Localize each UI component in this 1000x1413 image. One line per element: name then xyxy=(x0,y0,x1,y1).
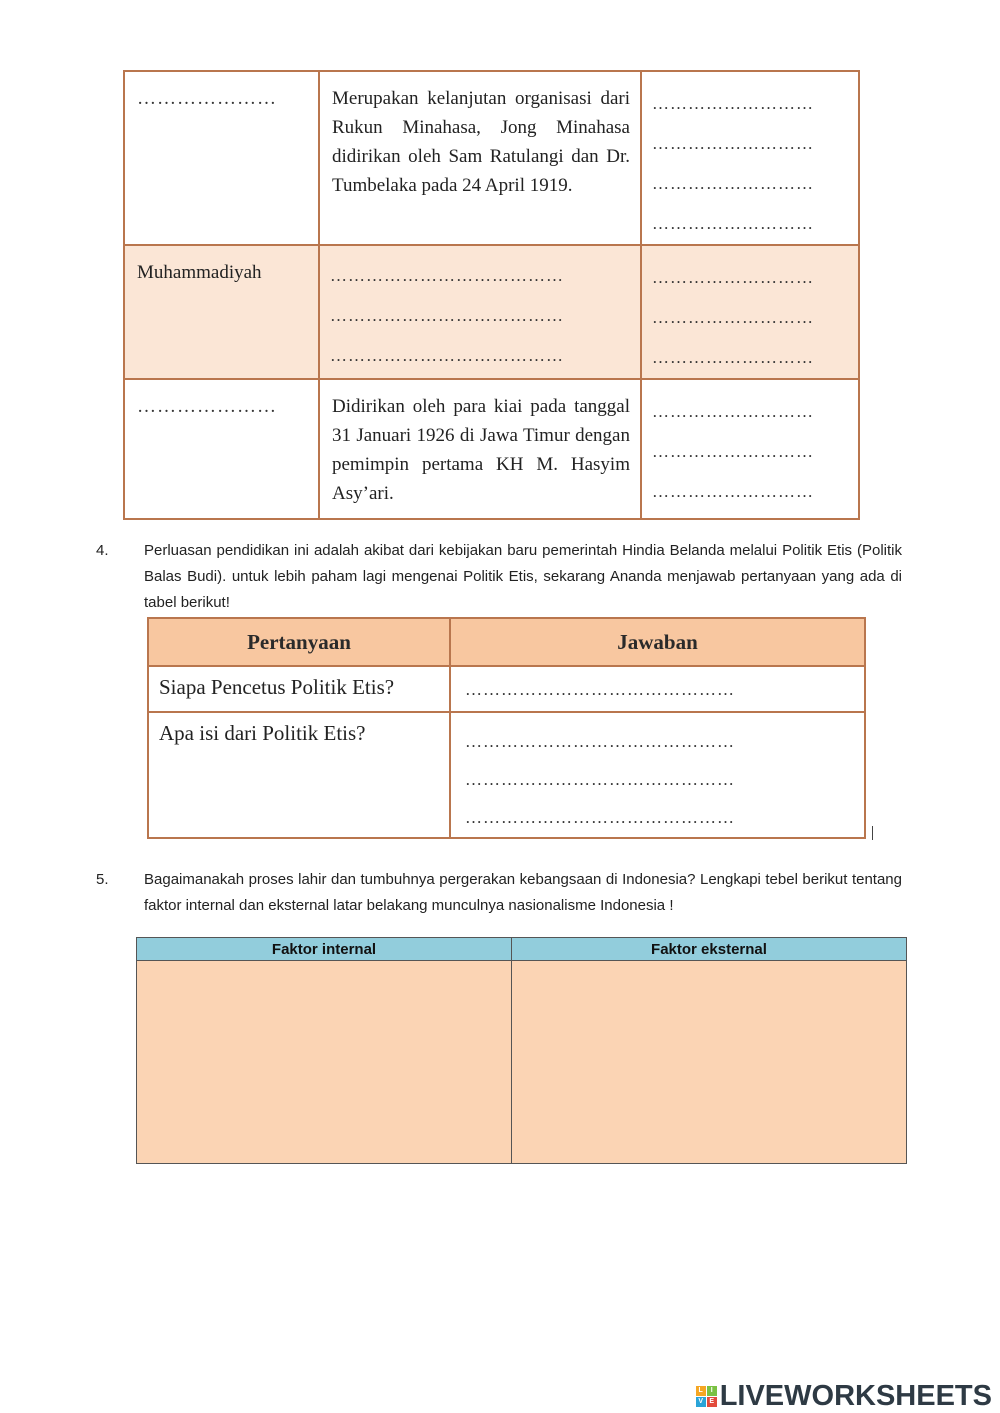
column-header-internal: Faktor internal xyxy=(137,938,512,961)
question-number: 4. xyxy=(96,542,109,559)
question-cell: Apa isi dari Politik Etis? xyxy=(159,721,366,745)
logo-letter: V xyxy=(696,1397,706,1407)
logo-mark-icon xyxy=(696,1386,717,1407)
answer-blank[interactable]: ……………………… xyxy=(652,214,814,233)
question-cell: Siapa Pencetus Politik Etis? xyxy=(159,675,395,699)
answer-blank[interactable]: ……………………… xyxy=(652,482,814,501)
answer-blank[interactable]: ……………………… xyxy=(652,134,814,153)
table-header-row xyxy=(137,938,907,961)
question-5 xyxy=(96,867,902,919)
logo-text: LIVEWORKSHEETS xyxy=(719,1380,992,1412)
column-header-question: Pertanyaan xyxy=(148,618,450,666)
internal-factor-input[interactable] xyxy=(137,959,511,1161)
logo-letter: L xyxy=(696,1386,706,1396)
column-header-answer: Jawaban xyxy=(450,618,865,666)
question-text: Perluasan pendidikan ini adalah akibat dari kebijakan baru pemerintah Hindia Belanda melalui Politik Etis (Politik Balas Budi). untuk lebih paham lagi mengenai Politik Etis, sekarang Ananda menjawab pertanyaan yang ada di tabel berikut! xyxy=(144,542,902,611)
organization-name-blank[interactable]: ………………… xyxy=(137,396,277,417)
answer-blank[interactable]: ……………………………………… xyxy=(465,680,735,699)
description-blank[interactable]: ………………………………… xyxy=(330,346,564,365)
table-row xyxy=(148,712,865,838)
answer-blank[interactable]: ……………………………………… xyxy=(465,770,735,789)
politik-etis-table xyxy=(147,617,866,839)
answer-blank[interactable]: ……………………… xyxy=(652,402,814,421)
table-row xyxy=(137,961,907,1164)
answer-blank[interactable]: ……………………… xyxy=(652,268,814,287)
organization-name-blank[interactable]: ………………… xyxy=(137,88,277,109)
answer-blank[interactable]: ……………………… xyxy=(652,94,814,113)
question-number: 5. xyxy=(96,871,109,888)
answer-blank[interactable]: ……………………… xyxy=(652,174,814,193)
answer-blank[interactable]: ……………………………………… xyxy=(465,808,735,827)
text-cursor xyxy=(872,826,873,840)
table-row xyxy=(124,245,859,379)
description-blank[interactable]: ………………………………… xyxy=(330,306,564,325)
table-row xyxy=(124,379,859,519)
description-blank[interactable]: ………………………………… xyxy=(330,266,564,285)
logo-letter: I xyxy=(707,1386,717,1396)
table-row xyxy=(148,666,865,712)
answer-blank[interactable]: ……………………… xyxy=(652,442,814,461)
question-4 xyxy=(96,538,902,616)
factor-table xyxy=(136,937,907,1164)
answer-blank[interactable]: ……………………… xyxy=(652,308,814,327)
liveworksheets-logo xyxy=(696,1380,992,1413)
organization-description: Merupakan kelanjutan organisasi dari Rukun Minahasa, Jong Minahasa didirikan oleh Sam Ratulangi dan Dr. Tumbelaka pada 24 April 1919. xyxy=(332,88,630,196)
organization-name: Muhammadiyah xyxy=(137,262,262,283)
answer-blank[interactable]: ……………………… xyxy=(652,348,814,367)
column-header-external: Faktor eksternal xyxy=(512,938,907,961)
external-factor-input[interactable] xyxy=(512,959,906,1161)
question-text: Bagaimanakah proses lahir dan tumbuhnya pergerakan kebangsaan di Indonesia? Lengkapi tebel berikut tentang faktor internal dan eksternal latar belakang munculnya nasionalisme Indonesia ! xyxy=(144,871,902,914)
table-row xyxy=(124,71,859,245)
organization-table xyxy=(123,70,860,520)
answer-blank[interactable]: ……………………………………… xyxy=(465,732,735,751)
organization-description: Didirikan oleh para kiai pada tanggal 31 Januari 1926 di Jawa Timur dengan pemimpin pertama KH M. Hasyim Asy’ari. xyxy=(332,396,630,504)
logo-letter: E xyxy=(707,1397,717,1407)
table-header-row xyxy=(148,618,865,666)
